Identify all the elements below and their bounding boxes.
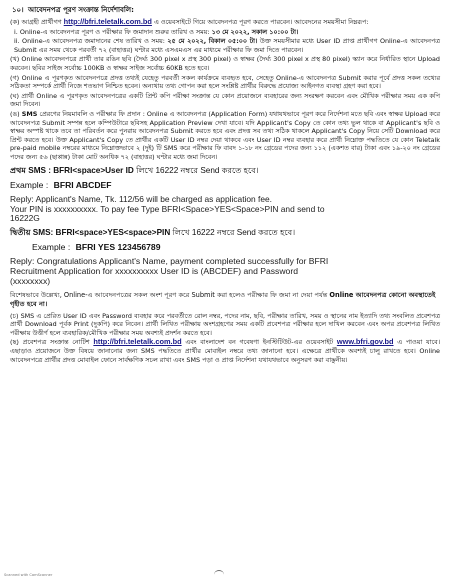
page-curl-mark — [214, 570, 224, 579]
second-sms-reply: Reply: Congratulations Applicant's Name, payment completed successfully for BFRI Recruitment Application for xxxxxxxxxx User ID is (ABCDEF) and Password (xxxxxxxx) — [10, 256, 329, 286]
special-note: বিশেষভাবে উল্লেখ্য, Online-এ আবেদনপত্রের সকল অংশ পূরণ করে Submit করা হলেও পরীক্ষার ফি জমা না দেয়া পর্যন্ত Online আবেদনপত্র কোনো অবস্থাতেই গৃহীত হবে না। — [10, 290, 436, 308]
admit-notice-link[interactable]: http://bfri.teletalk.com.bd — [93, 337, 182, 347]
item-gha: (ঘ) প্রার্থী Online এ পূরণকৃত আবেদনপত্রের একটি প্রিন্ট কপি পরীক্ষা সংক্রান্ত যে কোন প্রয়োজনে ব্যবহারের জন্য সংরক্ষণ করবেন এবং মৌখিক পরীক্ষার সময় এক কপি জমা দিবেন। — [10, 91, 440, 109]
first-sms-example: Example : BFRI ABCDEF — [10, 180, 112, 190]
first-sms-format: BFRI<space>User ID — [53, 165, 134, 175]
second-sms-format: BFRI<space>YES<space>PIN — [55, 227, 171, 237]
second-sms-instruction: দ্বিতীয় SMS: BFRI<space>YES<space>PIN লিখে 16222 নম্বরে Send করতে হবে। — [10, 227, 296, 237]
first-sms-instruction: প্রথম SMS : BFRI<space>User ID লিখে 16222 নম্বরে Send করতে হবে। — [10, 165, 259, 175]
second-sms-example: Example : BFRI YES 123456789 — [32, 242, 161, 253]
item-kha: (খ) Online আবেদনপত্রে প্রার্থী তার রঙিন ছবি (দৈর্ঘ্য 300 pixel x প্রস্থ 300 pixel) ও স্বাক্ষর (দৈর্ঘ্য 300 pixel x প্রস্থ 80 pixel) স্ক্যান করে নির্ধারিত স্থানে Upload করবেন। ছবির সাইজ সর্বোচ্চ 100KB ও স্বাক্ষর সাইজ সর্বোচ্চ 60KB হতে হবে। — [10, 55, 440, 72]
item-ka: (ক) আগ্রহী প্রার্থীগণ http://bfri.teletalk.com.bd এ ওয়েবসাইটে গিয়ে আবেদনপত্র পূরণ করতে পারবেন। আবেদনের সময়সীমা নিম্নরূপ: — [10, 17, 369, 26]
scanner-footer: Scanned with CamScanner — [4, 573, 53, 577]
item-umo: (ঙ) SMS প্রেরণের নিয়মাবলি ও পরীক্ষার ফি প্রদান : Online এ আবেদনপত্র (Application Form) যথাযথভাবে পূরণ করে নির্দেশনা মতে ছবি এবং স্বাক্ষর Upload করে আবেদনপত্র Submit সম্পন্ন হলে কম্পিউটারে ছবিসহ Application Preview দেখা যাবে। যদি Applicant's Copy তে কোন তথ্য ভুল থাকে বা Applicant's ছবি ও স্বাক্ষর অস্পষ্ট থাকে তবে তা পরিবর্তন করে পুনরায় আবেদনপত্র Submit করতে হবে এবং প্রদত্ত সব তথ্য সঠিক থাকলে Applicant's Copy নিয়ে সেটি Download করে প্রিন্ট করতে হবে। উক্ত Applicant's Copy তে প্রার্থীর একটি User ID নম্বর দেয়া থাকবে এবং User ID নম্বর ব্যবহার করে প্রার্থী নিম্নোক্ত পদ্ধতিতে যে কোন Teletalk pre-paid mobile নম্বরের মাধ্যমে নিম্নোক্তভাবে ২ (দুই) টি SMS করে পরীক্ষার ফি বাবদ ১-১৮ নং গ্রেডের পদের জন্য ১১২ (একশত বার) টাকা এবং ১৯-২০ নং গ্রেডের পদের জন্য ৫৬ (ছাপ্পান্ন) টাকা মোট অনধিক ৭২ (বাহাত্তর) ঘণ্টার মধ্যে জমা দিবেন। — [10, 109, 440, 161]
item-i: i. Online-এ আবেদনপত্র পূরণ ও পরীক্ষার ফি জমাদান শুরুর তারিখ ও সময়: ১৩ মে ২০২২, সকাল ১০:০০ টা। — [14, 27, 299, 36]
section-heading — [12, 4, 440, 16]
first-sms-reply: Reply: Applicant's Name, Tk. 112/56 will be charged as application fee. Your PIN is xxxxxxxxxx. To pay fee Type BFRI<Space>YES<Space>PIN and send to 16222G — [10, 194, 325, 224]
item-ga: (গ) Online এ পূরণকৃত আবেদনপত্রে প্রদত্ত তথ্যই যেহেতু পরবর্তী সকল কার্যক্রমে ব্যবহৃত হবে, সেহেতু Online-এ আবেদনপত্র Submit করার পূর্বে প্রদত্ত সকল তথ্যের সঠিকতা সম্পর্কে প্রার্থী নিজে শতভাগ নিশ্চিত হবেন। অন্যথায় তথ্য গোপন করা হলে সংশ্লিষ্ট প্রার্থীর বিরুদ্ধে প্রযোজ্য আইনগত ব্যবস্থা গ্রহণ করা হবে। — [10, 73, 440, 91]
bfri-website-link[interactable]: www.bfri.gov.bd — [336, 337, 394, 347]
item-cha: (চ) SMS এ প্রেরিত User ID এবং Password ব্যবহার করে পরবর্তীতে রোল নম্বর, পদের নাম, ছবি, পরীক্ষার তারিখ, সময় ও স্থানের নাম ইত্যাদি তথ্য সংবলিত প্রবেশপত্র প্রার্থী Download পূর্বক Print (দুকপি) করে নিবেন। প্রার্থী লিখিত পরীক্ষায় অংশগ্রহণের সময় একটি প্রবেশপত্র পরীক্ষার হলে দাখিল করবেন এবং অপর প্রবেশপত্র লিখিত পরীক্ষায় উত্তীর্ণ হলে ব্যবহারিক/মৌখিক পরীক্ষার সময় অবশ্যই প্রদর্শন করতে হবে। — [10, 311, 440, 337]
heading-text: আবেদনপত্র পূরণ সংক্রান্ত নির্দেশাবলি: — [28, 6, 134, 14]
item-chha: (ছ) প্রবেশপত্র সংক্রান্ত নোটিশ http://bfri.teletalk.com.bd এবং বাংলাদেশ বন গবেষণা ইনস্টিটিউট-এর ওয়েবসাইট www.bfri.gov.bd এ পাওয়া যাবে। এছাড়াও প্রয়োজনে উক্ত বিষয়ে জানানোর জন্য SMS পদ্ধতিতে প্রার্থীর মোবাইল নম্বরে তথ্য জানানো হবে। এক্ষেত্রে প্রার্থীকে অবশ্যই চালু রাখতে হবে। Online আবেদনপত্রে প্রার্থীর প্রদত্ত মোবাইল ফোনে সার্বক্ষণিক সচল রাখা এবং SMS পড়া ও প্রাপ্ত নির্দেশনা যথাযথভাবে অনুসরণ করা বাঞ্ছনীয়। — [10, 337, 440, 364]
heading-number: ১০। — [12, 6, 24, 14]
website-link[interactable]: http://bfri.teletalk.com.bd — [63, 17, 152, 26]
end-datetime: ২৫ মে ২০২২, বিকাল ০৫:০০ টা। — [167, 37, 258, 46]
item-ii: ii. Online-এ আবেদনপত্র জমাদানের শেষ তারিখ ও সময়: ২৫ মে ২০২২, বিকাল ০৫:০০ টা। উক্ত সময়সীমার মধ্যে User ID প্রাপ্ত প্রার্থীগণ Online-এ আবেদনপত্র Submit এর সময় থেকে পরবর্তী ৭২ (বাহাত্তর) ঘণ্টার মধ্যে এসএমএস এর মাধ্যমে পরীক্ষার ফি জমা দিতে পারবেন। — [14, 37, 440, 54]
start-datetime: ১৩ মে ২০২২, সকাল ১০:০০ টা। — [211, 27, 299, 36]
